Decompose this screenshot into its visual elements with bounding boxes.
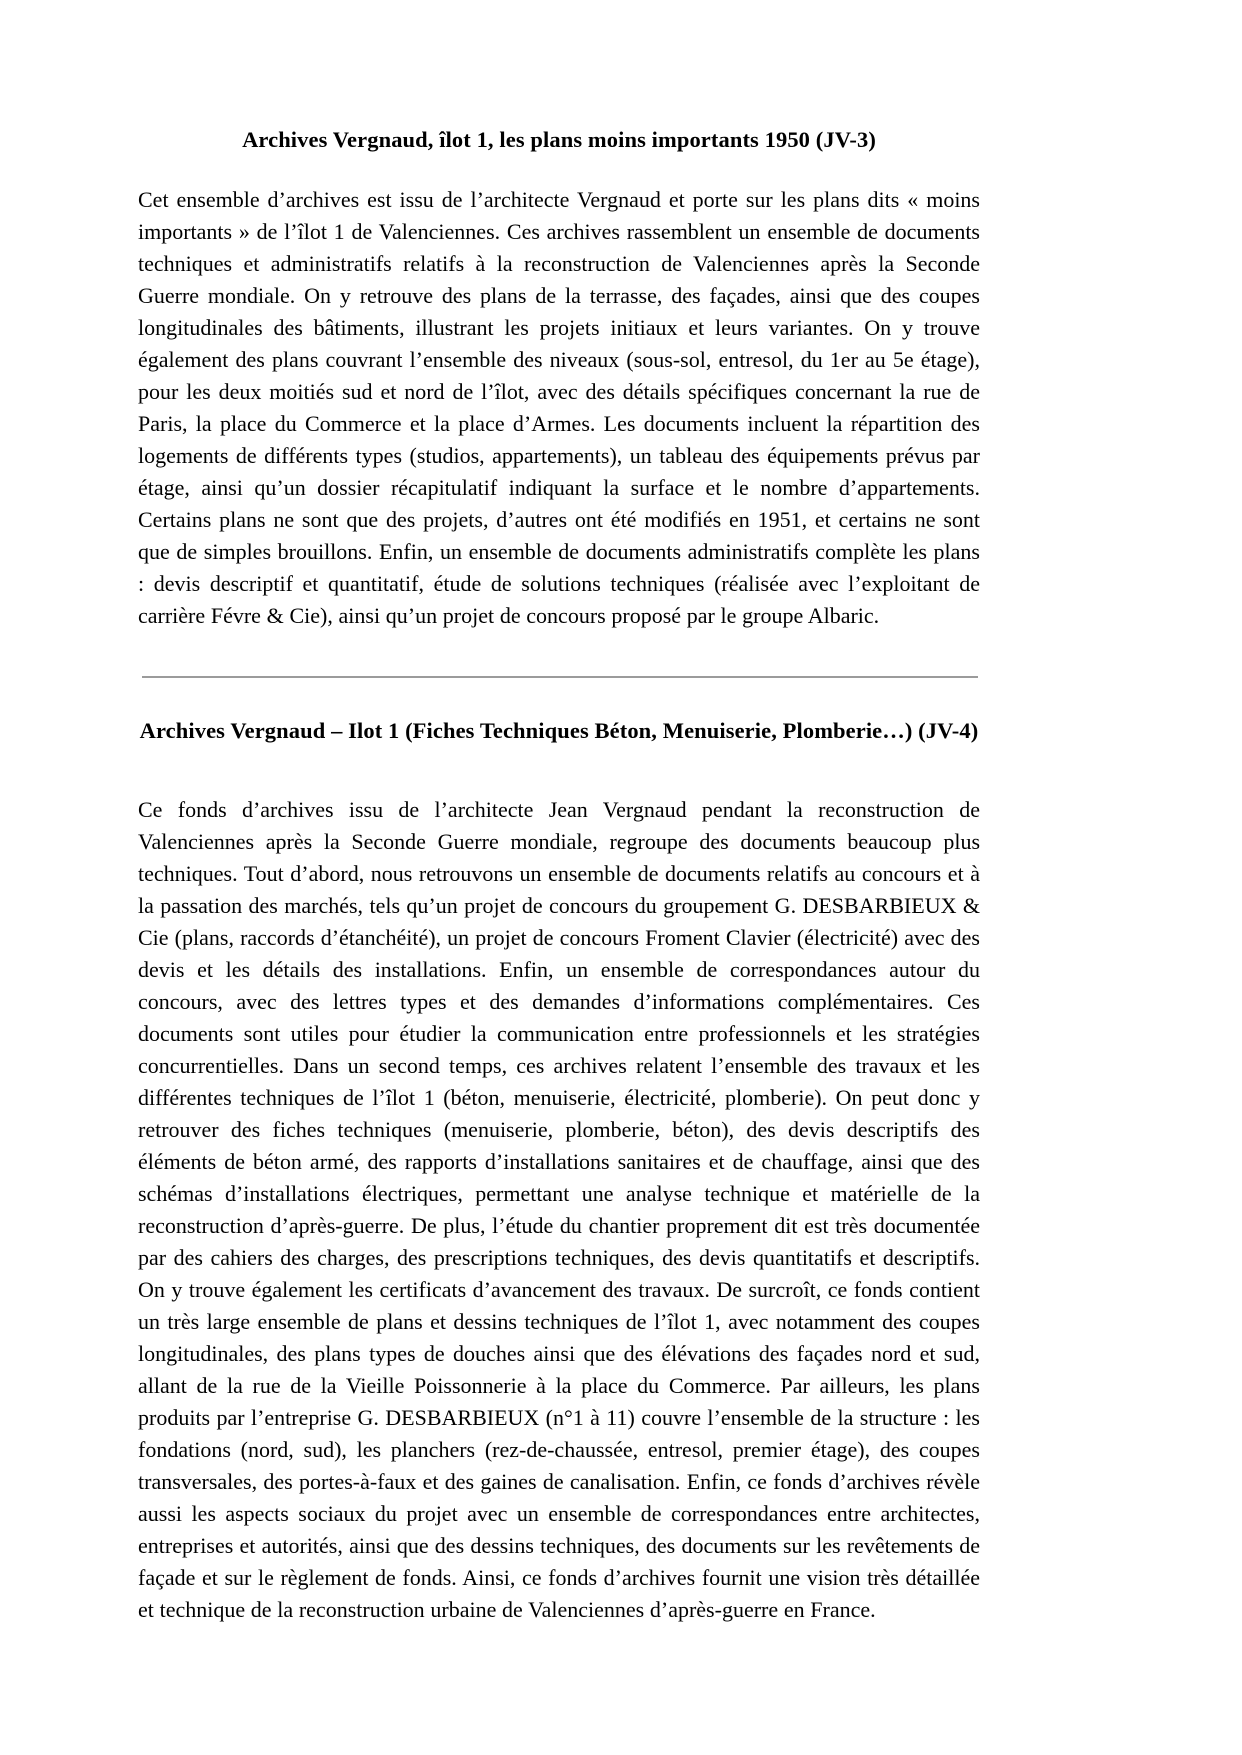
section-jv-4-header bbox=[138, 717, 980, 746]
section-divider-wrap bbox=[138, 676, 980, 677]
section-divider bbox=[142, 676, 978, 678]
section-jv-3-header bbox=[138, 126, 980, 155]
document-content bbox=[138, 126, 980, 1626]
section-body-jv-3: Cet ensemble d’archives est issu de l’architecte Vergnaud et porte sur les plans dits « moins importants » de l’îlot 1 de Valenciennes. Ces archives rassemblent un ensemble de documents techniques et administratifs relatifs à la reconstruction de Valenciennes après la Seconde Guerre mondiale. On y retrouve des plans de la terrasse, des façades, ainsi que des coupes longitudinales des bâtiments, illustrant les projets initiaux et leurs variantes. On y trouve également des plans couvrant l’ensemble des niveaux (sous-sol, entresol, du 1er au 5e étage), pour les deux moitiés sud et nord de l’îlot, avec des détails spécifiques concernant la rue de Paris, la place du Commerce et la place d’Armes. Les documents incluent la répartition des logements de différents types (studios, appartements), un tableau des équipements prévus par étage, ainsi qu’un dossier récapitulatif indiquant la surface et le nombre d’appartements. Certains plans ne sont que des projets, d’autres ont été modifiés en 1951, et certains ne sont que de simples brouillons. Enfin, un ensemble de documents administratifs complète les plans : devis descriptif et quantitatif, étude de solutions techniques (réalisée avec l’exploitant de carrière Févre & Cie), ainsi qu’un projet de concours proposé par le groupe Albaric. bbox=[138, 186, 980, 628]
title-body-gap bbox=[138, 746, 980, 794]
section-title-jv-4: Archives Vergnaud – Ilot 1 (Fiches Techniques Béton, Menuiserie, Plomberie…) (JV-4) bbox=[139, 717, 979, 743]
section-body-jv-4: Ce fonds d’archives issu de l’architecte Jean Vergnaud pendant la reconstruction de Valenciennes après la Seconde Guerre mondiale, regroupe des documents beaucoup plus techniques. Tout d’abord, nous retrouvons un ensemble de documents relatifs au concours et à la passation des marchés, tels qu’un projet de concours du groupement G. DESBARBIEUX & Cie (plans, raccords d’étanchéité), un projet de concours Froment Clavier (électricité) avec des devis et les détails des installations. Enfin, un ensemble de correspondances autour du concours, avec des lettres types et des demandes d’informations complémentaires. Ces documents sont utiles pour étudier la communication entre professionnels et les stratégies concurrentielles. Dans un second temps, ces archives relatent l’ensemble des travaux et les différentes techniques de l’îlot 1 (béton, menuiserie, électricité, plomberie). On peut donc y retrouver des fiches techniques (menuiserie, plomberie, béton), des devis descriptifs des éléments de béton armé, des rapports d’installations sanitaires et de chauffage, ainsi que des schémas d’installations électriques, permettant une analyse technique et matérielle de la reconstruction d’après-guerre. De plus, l’étude du chantier proprement dit est très documentée par des cahiers des charges, des prescriptions techniques, des devis quantitatifs et descriptifs. On y trouve également les certificats d’avancement des travaux. De surcroît, ce fonds contient un très large ensemble de plans et dessins techniques de l’îlot 1, avec notamment des coupes longitudinales, des plans types de douches ainsi que des élévations des façades nord et sud, allant de la rue de la Vieille Poissonnerie à la place du Commerce. Par ailleurs, les plans produits par l’entreprise G. DESBARBIEUX (n°1 à 11) couvre l’ensemble de la structure : les fondations (nord, sud), les planchers (rez-de-chaussée, entresol, premier étage), des coupes transversales, des portes-à-faux et des gaines de canalisation. Enfin, ce fonds d’archives révèle aussi les aspects sociaux du projet avec un ensemble de correspondances entre architectes, entreprises et autorités, ainsi que des dessins techniques, des documents sur les revêtements de façade et sur le règlement de fonds. Ainsi, ce fonds d’archives fournit une vision très détaillée et technique de la reconstruction urbaine de Valenciennes d’après-guerre en France. bbox=[138, 796, 980, 1622]
section-title-jv-3: Archives Vergnaud, îlot 1, les plans moins importants 1950 (JV-3) bbox=[242, 127, 876, 152]
